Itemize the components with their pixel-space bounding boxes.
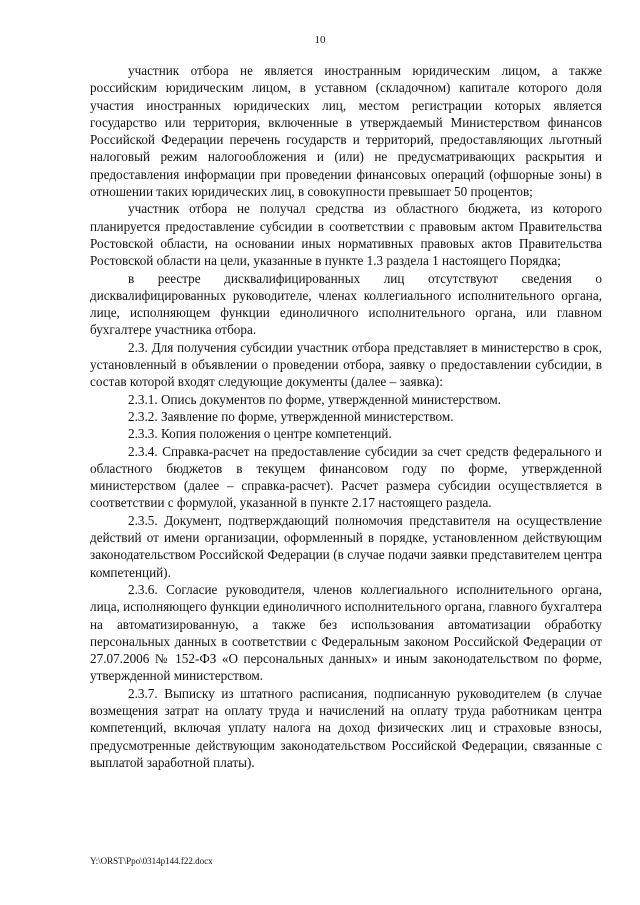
- paragraph: участник отбора не получал средства из областного бюджета, из которого планируется предоставление субсидии в соответствии с правовым актом Правительства Ростовской области, на основании иных нормативных правовых актов Правительства Ростовской области на цели, указанные в пункте 1.3 раздела 1 настоящего Порядка;: [90, 201, 602, 269]
- paragraph: в реестре дисквалифицированных лиц отсутствуют сведения о дисквалифицированных руководителе, членах коллегиального исполнительного органа, лице, исполняющем функции единоличного исполнительного органа, или главном бухгалтере участника отбора.: [90, 270, 602, 338]
- page-number: 10: [314, 34, 326, 46]
- file-path-footer: Y:\ORST\Ppo\0314p144.f22.docx: [90, 856, 213, 866]
- paragraph: 2.3.1. Опись документов по форме, утвержденной министерством.: [128, 391, 501, 407]
- paragraph: 2.3.7. Выписку из штатного расписания, подписанную руководителем (в случае возмещения затрат на оплату труда и начислений на оплату труда работникам центра компетенций, включая уплату налога на доход физических лиц и страховые взносы, предусмотренные действующим законодательством Российской Федерации, связанные с выплатой заработной платы).: [90, 685, 602, 770]
- paragraph: 2.3.2. Заявление по форме, утвержденной министерством.: [128, 408, 454, 424]
- paragraph: 2.3. Для получения субсидии участник отбора представляет в министерство в срок, установленный в объявлении о проведении отбора, заявку о предоставлении субсидии, в состав которой входят следующие документы (далее – заявка):: [90, 339, 602, 390]
- paragraph: 2.3.3. Копия положения о центре компетенций.: [128, 426, 392, 442]
- paragraph: 2.3.4. Справка-расчет на предоставление субсидии за счет средств федерального и областного бюджетов в текущем финансовом году по форме, утвержденной министерством (далее – справка-расчет). Расчет размера субсидии осуществляется в соответствии с формулой, указанной в пункте 2.17 настоящего раздела.: [90, 443, 602, 511]
- paragraph: 2.3.5. Документ, подтверждающий полномочия представителя на осуществление действий от имени организации, оформленный в порядке, установленном действующим законодательством Российской Федерации (в случае подачи заявки представителем центра компетенций).: [90, 512, 602, 580]
- document-body: [90, 62, 602, 771]
- paragraph: участник отбора не является иностранным юридическим лицом, а также российским юридическим лицом, в уставном (складочном) капитале которого доля участия иностранных юридических лиц, местом регистрации которых является государство или территория, включенные в утверждаемый Министерством финансов Российской Федерации перечень государств и территорий, предоставляющих льготный налоговый режим налогообложения и (или) не предусматривающих раскрытия и предоставления информации при проведении финансовых операций (офшорные зоны) в отношении таких юридических лиц, в совокупности превышает 50 процентов;: [90, 63, 602, 200]
- paragraph: 2.3.6. Согласие руководителя, членов коллегиального исполнительного органа, лица, исполняющего функции единоличного исполнительного органа, главного бухгалтера на автоматизированную, а также без использования автоматизации обработку персональных данных в соответствии с Федеральным законом Российской Федерации от 27.07.2006 № 152-ФЗ «О персональных данных» и иным законодательством по форме, утвержденной министерством.: [90, 581, 602, 684]
